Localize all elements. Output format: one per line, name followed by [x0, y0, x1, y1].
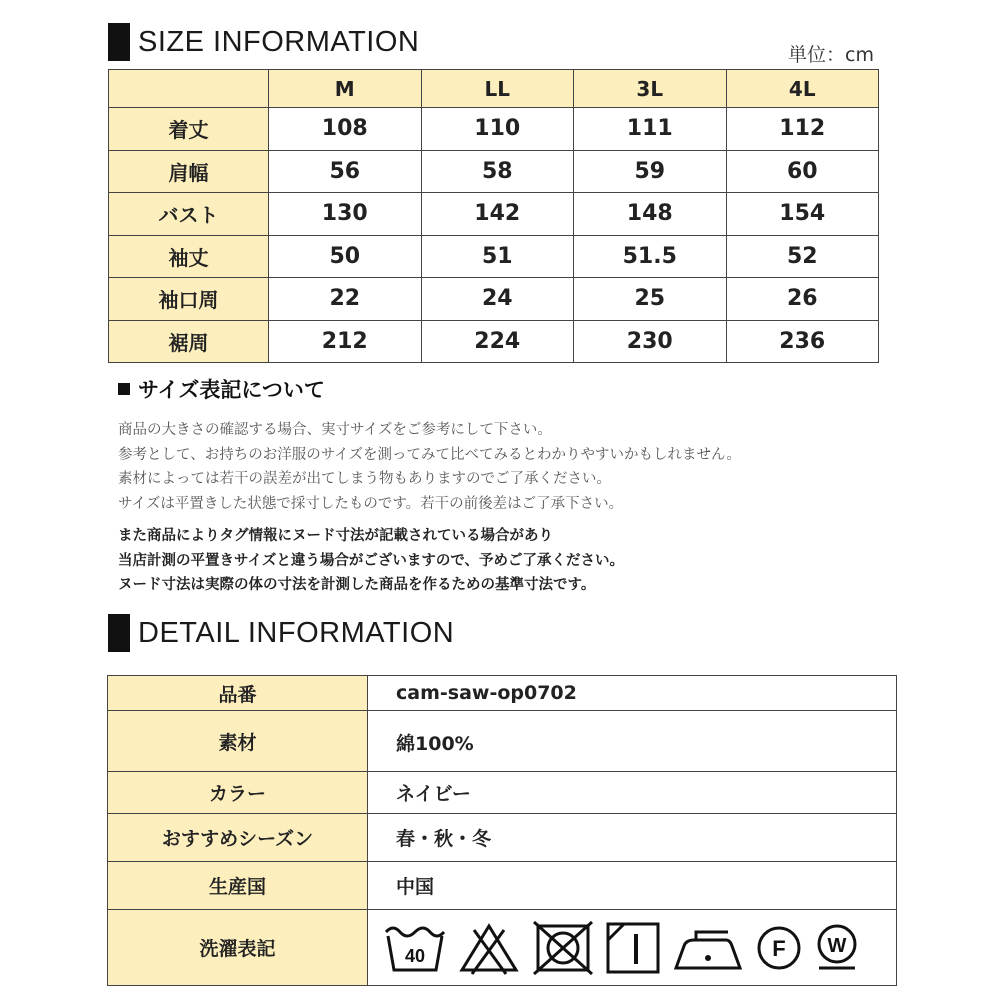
detail-label: 洗濯表記: [108, 910, 368, 986]
drip-dry-icon: [604, 920, 662, 976]
detail-value: cam-saw-op0702: [368, 676, 897, 711]
wet-clean-letter: W: [827, 934, 847, 957]
table-row: [109, 150, 879, 193]
size-notes-heading: サイズ表記について: [138, 378, 325, 402]
care-icons: [368, 920, 896, 976]
table-cell: 50: [269, 235, 422, 278]
unit-label: 単位：cm: [788, 44, 874, 66]
corner-cell: [109, 70, 269, 108]
wash-temp-text: 40: [404, 945, 426, 966]
table-row: [108, 910, 897, 986]
note-line: 当店計測の平置きサイズと違う場合がございますので、予めご了承ください。: [118, 552, 625, 569]
table-cell: 108: [269, 108, 422, 151]
square-bullet-icon: [118, 383, 130, 395]
size-col-header: M: [269, 70, 422, 108]
size-section-title: SIZE INFORMATION: [138, 25, 420, 58]
detail-table: [107, 675, 897, 986]
dry-clean-f-icon: [754, 920, 804, 976]
detail-label: カラー: [108, 772, 368, 814]
note-line: 参考として、お持ちのお洋服のサイズを測ってみて比べてみるとわかりやすいかもしれません。: [118, 446, 741, 463]
section-marker: [108, 23, 130, 61]
detail-value: 綿100%: [368, 711, 897, 772]
size-col-header: LL: [421, 70, 574, 108]
table-cell: 25: [574, 278, 727, 321]
wash-40-icon: [382, 920, 448, 976]
wet-clean-w-icon: [812, 920, 862, 976]
note-line: 素材によっては若干の誤差が出てしまう物もありますのでご了承ください。: [118, 471, 611, 487]
no-bleach-icon: [456, 920, 522, 976]
detail-value: 中国: [368, 862, 897, 910]
size-notes-title: [118, 374, 325, 404]
table-row: [109, 320, 879, 363]
table-cell: 148: [574, 193, 727, 236]
table-cell: 51: [421, 235, 574, 278]
table-row: [108, 676, 897, 711]
note-line: 商品の大きさの確認する場合、実寸サイズをご参考にして下さい。: [118, 422, 552, 438]
note-line: ヌード寸法は実際の体の寸法を計測した商品を作るための基準寸法です。: [118, 577, 596, 593]
table-cell: 26: [726, 278, 879, 321]
table-cell: 58: [421, 150, 574, 193]
table-row: [108, 814, 897, 862]
table-row: [108, 862, 897, 910]
table-cell: 130: [269, 193, 422, 236]
table-row: [108, 772, 897, 814]
size-table-header: [109, 70, 879, 108]
detail-section-title: DETAIL INFORMATION: [138, 616, 455, 649]
detail-label: 品番: [108, 676, 368, 711]
size-col-header: 4L: [726, 70, 879, 108]
note-line: また商品によりタグ情報にヌード寸法が記載されている場合があり: [118, 528, 553, 544]
iron-low-icon: [670, 920, 746, 976]
table-row: [109, 235, 879, 278]
table-row: [108, 711, 897, 772]
table-cell: 224: [421, 320, 574, 363]
table-cell: 112: [726, 108, 879, 151]
table-cell: 142: [421, 193, 574, 236]
table-row: [109, 193, 879, 236]
size-table: [108, 69, 879, 363]
detail-section-header: [108, 614, 454, 652]
size-col-header: 3L: [574, 70, 727, 108]
detail-label: 生産国: [108, 862, 368, 910]
table-row: [109, 108, 879, 151]
detail-label: おすすめシーズン: [108, 814, 368, 862]
table-cell: 52: [726, 235, 879, 278]
table-cell: 236: [726, 320, 879, 363]
table-cell: 230: [574, 320, 727, 363]
size-notes: [118, 418, 741, 516]
dry-clean-letter: F: [772, 935, 786, 961]
row-label: 肩幅: [109, 150, 269, 193]
row-label: 裾周: [109, 320, 269, 363]
size-section-header: [108, 23, 419, 61]
no-tumble-dry-icon: [530, 920, 596, 976]
detail-label: 素材: [108, 711, 368, 772]
detail-value: 春・秋・冬: [368, 814, 897, 862]
table-cell: 111: [574, 108, 727, 151]
table-cell: 212: [269, 320, 422, 363]
table-cell: 24: [421, 278, 574, 321]
table-cell: 22: [269, 278, 422, 321]
table-cell: 154: [726, 193, 879, 236]
table-cell: 110: [421, 108, 574, 151]
row-label: 着丈: [109, 108, 269, 151]
row-label: 袖口周: [109, 278, 269, 321]
table-cell: 59: [574, 150, 727, 193]
care-icons-cell: [368, 910, 897, 986]
note-line: サイズは平置きした状態で採寸したものです。若干の前後差はご了承下さい。: [118, 495, 624, 512]
table-cell: 56: [269, 150, 422, 193]
section-marker: [108, 614, 130, 652]
detail-value: ネイビー: [368, 772, 897, 814]
row-label: バスト: [109, 193, 269, 236]
table-cell: 51.5: [574, 235, 727, 278]
table-row: [109, 278, 879, 321]
row-label: 袖丈: [109, 235, 269, 278]
size-notes-bold: [118, 524, 624, 598]
table-cell: 60: [726, 150, 879, 193]
